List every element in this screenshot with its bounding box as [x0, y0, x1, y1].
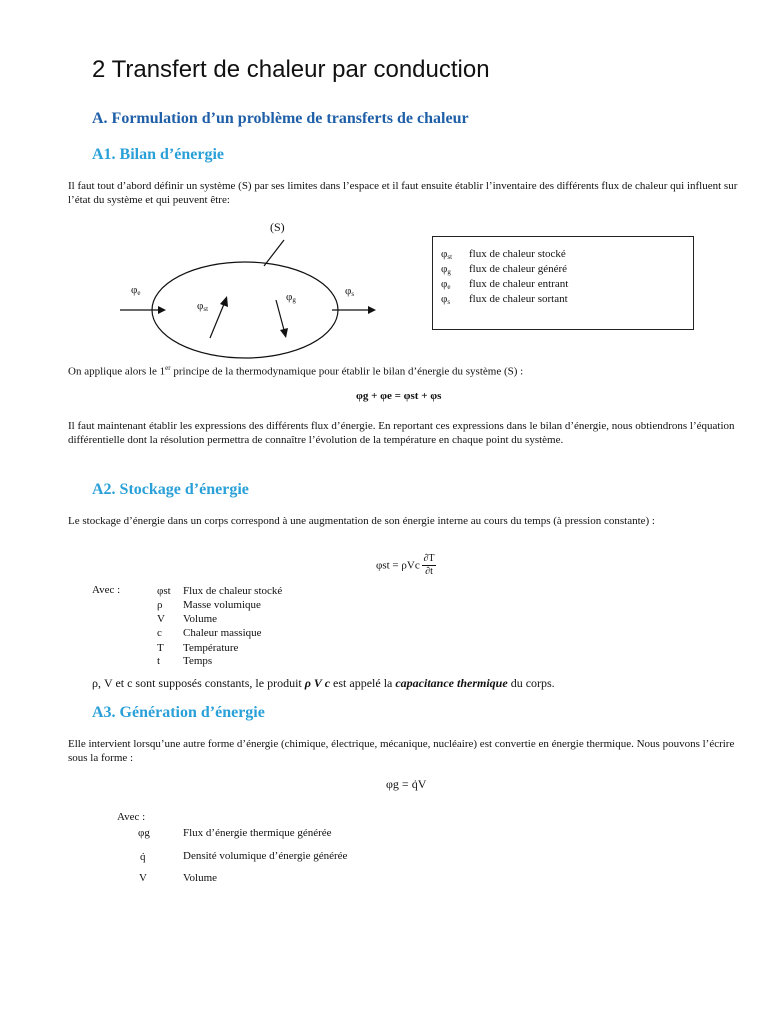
first-principle-paragraph: On applique alors le 1er principe de la thermodynamique pour établir le bilan d’énergie du système (S) :	[68, 364, 524, 378]
generation-equation: φg = q̇V	[386, 777, 427, 791]
partial-derivative-fraction: $\frac{\partial T}{\partial t}$	[423, 553, 435, 577]
energy-balance-equation: φg + φe = φst + φs	[356, 390, 442, 402]
system-s-label: (S)	[270, 220, 285, 234]
phi-g-arrowhead	[280, 328, 288, 338]
section-a1-heading: A1. Bilan d’énergie	[92, 146, 224, 163]
system-boundary-ellipse	[152, 262, 338, 358]
variable-description: Chaleur massique	[183, 627, 262, 639]
phi-s-label: $\varphi_s$	[345, 285, 355, 298]
legend-symbol: $\varphi_e$	[441, 278, 451, 291]
a1-intro-paragraph: Il faut tout d’abord définir un système (S) par ses limites dans l’espace et il faut ensuite établir l’inventaire des différents flux de chaleur qui influent sur l’état du système et qui peuvent être:	[68, 180, 738, 206]
variable-symbol: c	[157, 627, 162, 639]
phi-e-arrowhead	[158, 306, 166, 314]
a1-after-paragraph: Il faut maintenant établir les expressions des différents flux d’énergie. En reportant ces expressions dans le bilan d’énergie, nous obtiendrons l’équation différentielle dont la résolution permettra de connaître l’évolution de la température en chaque point du système.	[68, 420, 735, 446]
phi-g-arrow	[276, 300, 284, 330]
phi-st-label: $\varphi_{st}$	[197, 300, 209, 313]
phi-s-arrowhead	[368, 306, 376, 314]
section-a-heading: A. Formulation d’un problème de transferts de chaleur	[92, 110, 469, 127]
variable-description: Volume	[183, 613, 218, 625]
a2-intro-paragraph: Le stockage d’énergie dans un corps correspond à une augmentation de son énergie interne au cours du temps (à pression constante) :	[68, 515, 655, 527]
phi-st-arrowhead	[220, 296, 228, 307]
variable-symbol: φst	[157, 585, 171, 597]
system-label-pointer	[264, 240, 284, 266]
legend-text: flux de chaleur sortant	[469, 293, 568, 305]
legend-symbol: $\varphi_g$	[441, 263, 451, 276]
variable-symbol: V	[157, 613, 165, 625]
variable-symbol: t	[157, 655, 161, 667]
a3-avec-label: Avec :	[117, 811, 146, 823]
variable-description: Température	[183, 642, 239, 654]
variable-description: Densité volumique d’énergie générée	[183, 850, 348, 862]
section-a3-heading: A3. Génération d’énergie	[92, 704, 265, 721]
legend-symbol: $\varphi_s$	[441, 293, 451, 306]
phi-st-arrow	[210, 304, 224, 338]
variable-symbol: T	[157, 642, 164, 654]
variable-symbol: φg	[138, 827, 150, 839]
legend-text: flux de chaleur entrant	[469, 278, 569, 290]
legend-text: flux de chaleur généré	[469, 263, 568, 275]
variable-symbol: V	[139, 872, 147, 884]
variable-symbol: q̇	[140, 851, 146, 863]
variable-description: Flux d’énergie thermique générée	[183, 827, 332, 839]
variable-description: Temps	[183, 655, 213, 667]
phi-g-label: $\varphi_g$	[286, 291, 296, 304]
page-title: 2 Transfert de chaleur par conduction	[92, 56, 490, 83]
section-a2-heading: A2. Stockage d’énergie	[92, 481, 249, 498]
phi-e-label: $\varphi_e$	[131, 284, 141, 297]
legend-text: flux de chaleur stocké	[469, 248, 566, 260]
flux-legend-box	[432, 236, 694, 330]
legend-symbol: $\varphi_{st}$	[441, 248, 453, 261]
storage-equation: φst = ρVc $\frac{\partial T}{\partial t}$	[376, 553, 435, 577]
variable-description: Volume	[183, 872, 218, 884]
a3-intro-paragraph: Elle intervient lorsqu’une autre forme d’énergie (chimique, électrique, mécanique, nucléaire) est convertie en énergie thermique. Nous pouvons l’écrire sous la forme :	[68, 738, 735, 764]
variable-symbol: ρ	[157, 599, 163, 611]
variable-description: Masse volumique	[183, 599, 261, 611]
variable-description: Flux de chaleur stocké	[183, 585, 283, 597]
a2-avec-label: Avec :	[92, 584, 121, 596]
capacitance-note: ρ, V et c sont supposés constants, le produit ρ V c est appelé la capacitance thermique du corps.	[92, 676, 555, 690]
